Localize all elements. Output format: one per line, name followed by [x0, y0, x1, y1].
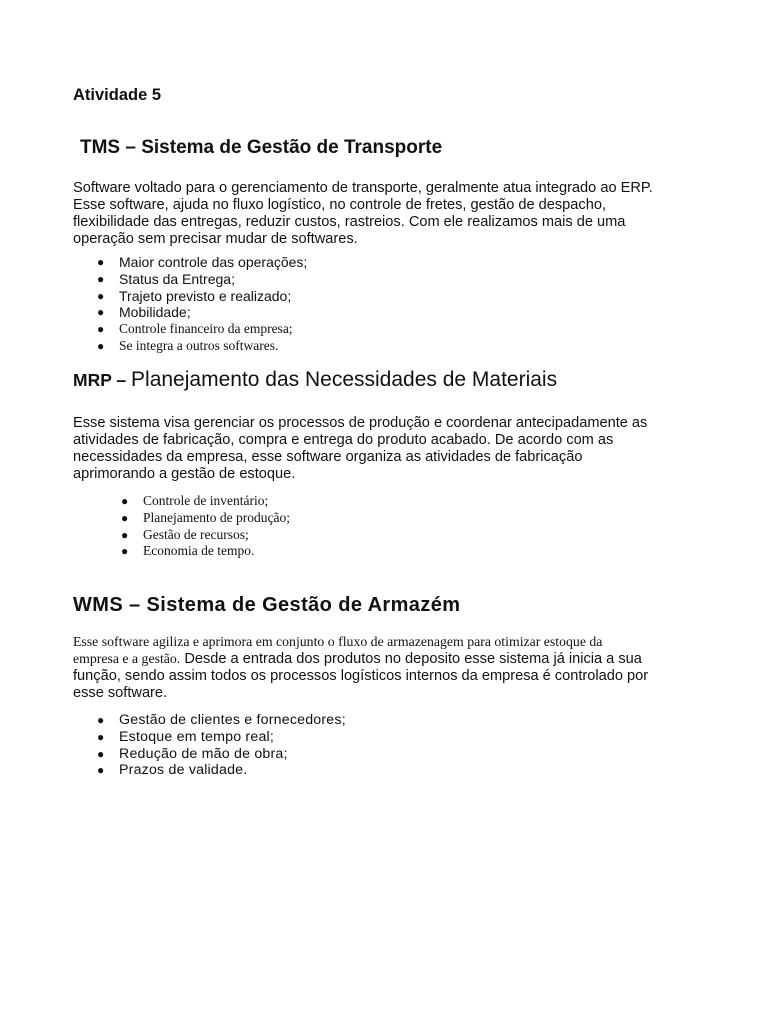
list-item — [97, 270, 307, 288]
page-title: Atividade 5 — [73, 86, 162, 104]
bullet-icon: ● — [121, 544, 129, 559]
mrp-heading-rest: Planejamento das Necessidades de Materiais — [131, 368, 558, 391]
paragraph-line: Esse software, ajuda no fluxo logístico, no controle de fretes, gestão de despacho, — [73, 197, 606, 213]
bullet-icon: ● — [97, 763, 105, 778]
list-item — [97, 287, 307, 305]
bullet-icon: ● — [97, 746, 105, 761]
list-item-text: Planejamento de produção; — [143, 509, 290, 525]
list-item-text: Status da Entrega; — [119, 270, 235, 287]
list-item — [97, 321, 307, 338]
tms-bullet-list — [97, 254, 308, 355]
tms-heading: TMS – Sistema de Gestão de Transporte — [80, 137, 443, 158]
mrp-paragraph — [73, 415, 713, 483]
list-item — [97, 745, 346, 763]
paragraph-line: Esse sistema visa gerenciar os processos de produção e coordenar antecipadamente as — [73, 415, 648, 431]
paragraph-line-rest: Desde a entrada dos produtos no deposito esse sistema já inicia a sua — [180, 651, 642, 667]
paragraph-line: atividades de fabricação, compra e entrega do produto acabado. De acordo com as — [73, 432, 614, 448]
list-item — [97, 254, 308, 271]
paragraph-line: função, sendo assim todos os processos logísticos internos da empresa é controlado por — [73, 668, 649, 684]
wms-heading: WMS – Sistema de Gestão de Armazém — [73, 594, 461, 616]
list-item — [97, 337, 307, 355]
list-item — [121, 526, 290, 544]
mrp-heading — [73, 368, 557, 392]
list-item — [97, 712, 346, 729]
list-item — [121, 493, 290, 510]
wms-bullet-list — [97, 712, 346, 779]
bullet-icon: ● — [121, 494, 129, 508]
paragraph-line: Esse software agiliza e aprimora em conjunto o fluxo de armazenagem para otimizar estoque da — [73, 634, 603, 649]
paragraph-line — [73, 650, 713, 668]
bullet-icon: ● — [97, 271, 105, 286]
list-item-text: Estoque em tempo real; — [119, 728, 275, 745]
list-item-text: Mobilidade; — [119, 304, 191, 321]
bullet-icon: ● — [97, 288, 105, 303]
list-item-text: Gestão de recursos; — [143, 526, 249, 542]
bullet-icon: ● — [97, 713, 105, 727]
list-item-text: Trajeto previsto e realizado; — [119, 287, 292, 304]
paragraph-line: Software voltado para o gerenciamento de transporte, geralmente atua integrado ao ERP. — [73, 180, 653, 196]
list-item-text: Se integra a outros softwares. — [119, 337, 279, 353]
list-item-text: Controle de inventário; — [143, 493, 269, 508]
list-item-text: Controle financeiro da empresa; — [119, 321, 293, 337]
paragraph-line: necessidades da empresa, esse software organiza as atividades de fabricação — [73, 449, 583, 465]
paragraph-line: flexibilidade das entregas, reduzir custos, rastreios. Com ele realizamos mais de uma — [73, 214, 626, 230]
list-item — [97, 762, 346, 779]
mrp-heading-abbr: MRP – — [73, 370, 132, 390]
list-item-text: Economia de tempo. — [143, 543, 255, 559]
paragraph-line-serif-part: empresa e a gestão. — [73, 651, 181, 666]
list-item-text: Maior controle das operações; — [119, 254, 308, 270]
mrp-bullet-list — [121, 493, 290, 560]
paragraph-line: operação sem precisar mudar de softwares. — [73, 231, 358, 247]
bullet-icon: ● — [121, 527, 129, 542]
list-item-text: Prazos de validade. — [119, 762, 248, 779]
bullet-icon: ● — [97, 729, 105, 744]
bullet-icon: ● — [97, 305, 105, 320]
list-item — [97, 728, 346, 746]
paragraph-line: esse software. — [73, 685, 168, 701]
bullet-icon: ● — [97, 255, 105, 269]
bullet-icon: ● — [97, 322, 105, 337]
list-item — [121, 509, 290, 527]
list-item — [97, 304, 307, 321]
paragraph-line: aprimorando a gestão de estoque. — [73, 466, 296, 482]
tms-paragraph — [73, 180, 713, 248]
wms-paragraph — [73, 633, 713, 702]
list-item-text: Gestão de clientes e fornecedores; — [119, 712, 346, 728]
bullet-icon: ● — [97, 338, 105, 353]
list-item-text: Redução de mão de obra; — [119, 745, 288, 762]
list-item — [121, 543, 290, 560]
bullet-icon: ● — [121, 510, 129, 525]
